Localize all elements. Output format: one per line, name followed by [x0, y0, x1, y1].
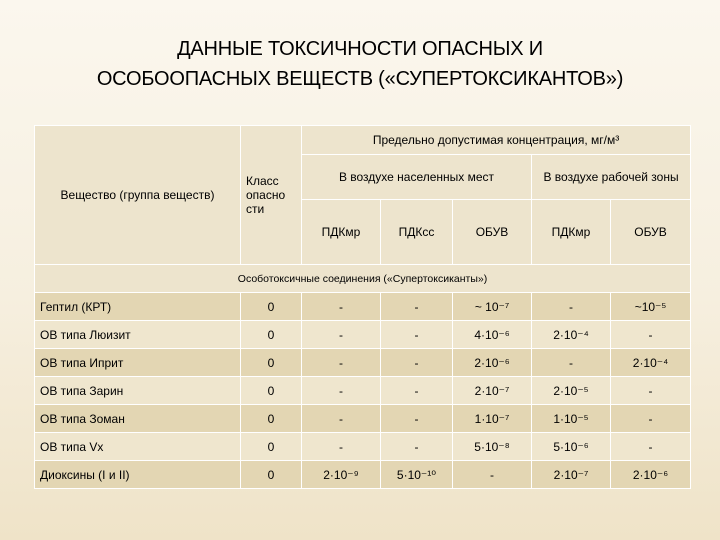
value-cell: - — [302, 433, 381, 461]
header-pdk-ss: ПДКсс — [381, 200, 453, 265]
table-row — [35, 405, 691, 433]
substance-name: Диоксины (I и II) — [35, 461, 241, 489]
substance-name: ОВ типа Зоман — [35, 405, 241, 433]
substance-name: ОВ типа Иприт — [35, 349, 241, 377]
substance-name: Гептил (КРТ) — [35, 293, 241, 321]
value-cell: - — [611, 405, 691, 433]
value-cell: 2·10⁻⁴ — [532, 321, 611, 349]
substance-name: ОВ типа Люизит — [35, 321, 241, 349]
value-cell: 5·10⁻⁸ — [453, 433, 532, 461]
value-cell: - — [532, 349, 611, 377]
value-cell: - — [302, 349, 381, 377]
header-air-populated: В воздухе населенных мест — [302, 155, 532, 200]
value-cell: 1·10⁻⁵ — [532, 405, 611, 433]
value-cell: - — [381, 405, 453, 433]
hazard-class-cell: 0 — [241, 461, 302, 489]
value-cell: - — [611, 321, 691, 349]
value-cell: - — [381, 377, 453, 405]
page-title — [0, 34, 720, 94]
substance-name: ОВ типа Vx — [35, 433, 241, 461]
table-row — [35, 321, 691, 349]
substance-name: ОВ типа Зарин — [35, 377, 241, 405]
header-pdk-group: Предельно допустимая концентрация, мг/м³ — [302, 126, 691, 155]
value-cell: 2·10⁻⁶ — [611, 461, 691, 489]
value-cell: - — [381, 321, 453, 349]
value-cell: 2·10⁻⁷ — [532, 461, 611, 489]
header-obuv-1: ОБУВ — [453, 200, 532, 265]
value-cell: - — [611, 377, 691, 405]
value-cell: 2·10⁻⁴ — [611, 349, 691, 377]
hazard-class-cell: 0 — [241, 293, 302, 321]
hazard-class-cell: 0 — [241, 349, 302, 377]
value-cell: ~ 10⁻⁷ — [453, 293, 532, 321]
value-cell: - — [381, 433, 453, 461]
title-line-2: ОСОБООПАСНЫХ ВЕЩЕСТВ («СУПЕРТОКСИКАНТОВ») — [96, 68, 624, 90]
value-cell: 5·10⁻⁶ — [532, 433, 611, 461]
value-cell: 2·10⁻⁶ — [453, 349, 532, 377]
table-row — [35, 461, 691, 489]
header-obuv-2: ОБУВ — [611, 200, 691, 265]
table-row — [35, 433, 691, 461]
value-cell: ~10⁻⁵ — [611, 293, 691, 321]
value-cell: - — [381, 293, 453, 321]
hazard-class-cell: 0 — [241, 433, 302, 461]
value-cell: 2·10⁻⁷ — [453, 377, 532, 405]
value-cell: - — [532, 293, 611, 321]
hazard-class-cell: 0 — [241, 405, 302, 433]
value-cell: - — [302, 321, 381, 349]
table-row — [35, 377, 691, 405]
value-cell: - — [302, 405, 381, 433]
value-cell: - — [453, 461, 532, 489]
hazard-class-cell: 0 — [241, 377, 302, 405]
header-air-work: В воздухе рабочей зоны — [532, 155, 691, 200]
header-pdk-mr-1: ПДКмр — [302, 200, 381, 265]
section-header: Особотоксичные соединения («Супертоксиканты») — [35, 265, 691, 293]
value-cell: 2·10⁻⁵ — [532, 377, 611, 405]
value-cell: 2·10⁻⁹ — [302, 461, 381, 489]
value-cell: - — [381, 349, 453, 377]
header-pdk-mr-2: ПДКмр — [532, 200, 611, 265]
value-cell: 5·10⁻¹⁰ — [381, 461, 453, 489]
header-hazard-class: Класс опасно сти — [241, 126, 302, 265]
table-row — [35, 349, 691, 377]
toxicity-table — [34, 125, 691, 489]
value-cell: 4·10⁻⁶ — [453, 321, 532, 349]
value-cell: - — [611, 433, 691, 461]
value-cell: - — [302, 377, 381, 405]
value-cell: 1·10⁻⁷ — [453, 405, 532, 433]
hazard-class-cell: 0 — [241, 321, 302, 349]
value-cell: - — [302, 293, 381, 321]
table-row — [35, 293, 691, 321]
header-substance: Вещество (группа веществ) — [35, 126, 241, 265]
title-line-1: ДАННЫЕ ТОКСИЧНОСТИ ОПАСНЫХ И — [177, 38, 543, 60]
